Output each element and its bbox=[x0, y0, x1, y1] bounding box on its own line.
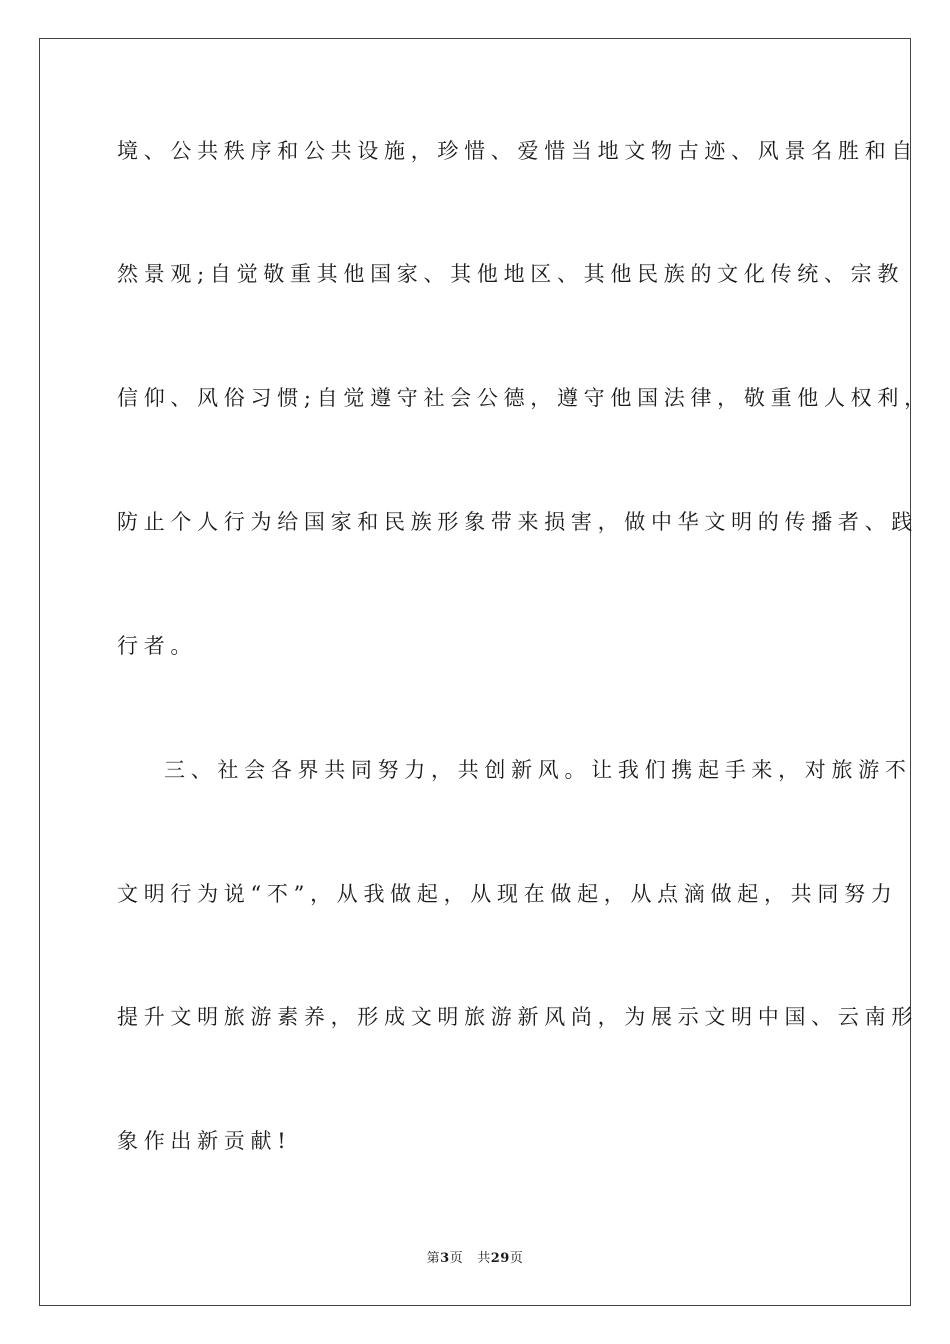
text-line-7: 文明行为说“不”，从我做起，从现在做起，从点滴做起，共同努力 bbox=[117, 882, 898, 906]
page-border bbox=[39, 38, 931, 1306]
text-line-8: 提升文明旅游素养，形成文明旅游新风尚，为展示文明中国、云南形 bbox=[117, 1005, 918, 1029]
text-line-6: 三、社会各界共同努力，共创新风。让我们携起手来，对旅游不 bbox=[164, 758, 912, 782]
text-line-9: 象作出新贡献! bbox=[117, 1129, 292, 1153]
page-footer bbox=[0, 1247, 950, 1266]
text-line-5: 行者。 bbox=[117, 634, 198, 658]
text-line-1: 境、公共秩序和公共设施，珍惜、爱惜当地文物古迹、风景名胜和自 bbox=[117, 139, 918, 163]
text-line-4: 防止个人行为给国家和民族形象带来损害，做中华文明的传播者、践 bbox=[117, 510, 918, 534]
text-line-2: 然景观;自觉敬重其他国家、其他地区、其他民族的文化传统、宗教 bbox=[117, 262, 905, 286]
page-total: 共29页 bbox=[477, 1251, 524, 1266]
text-line-3: 信仰、风俗习惯;自觉遵守社会公德，遵守他国法律，敬重他人权利， bbox=[117, 386, 931, 410]
page-number: 第3页 bbox=[426, 1251, 464, 1266]
